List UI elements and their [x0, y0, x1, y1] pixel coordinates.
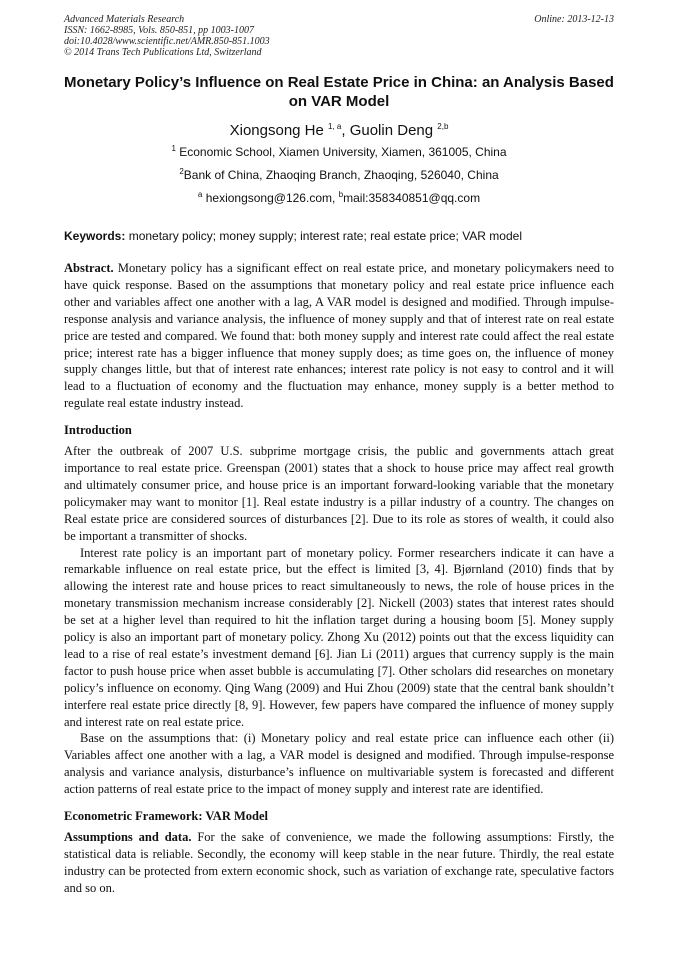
framework-text: For the sake of convenience, we made the following assumptions: Firstly, the statistical data is reliable. Secondly, the economy will keep stable in the near future. Thirdly, the real estate industry can be protected from extern economic shock, such as variation of exchange rate, speculative factors and so on.	[64, 830, 615, 895]
email-link[interactable]: mail:358340851@qq.com	[343, 191, 481, 205]
abstract	[64, 260, 614, 412]
intro-paragraph-2: Interest rate policy is an important part of monetary policy. Former researchers indicate it can have a remarkable influence on real estate price, but the effect is limited [3, 4]. Bjørnland (2010) finds that by allowing the interest rate and house prices to react simultaneously to news, the role of house prices in the monetary transmission mechanism increase considerably [2]. Nickell (2003) states that interest rates should be set at a higher level than required to hit the inflation target during a housing boom [5]. Money supply policy is also an important part of monetary policy. Zhong Xu (2012) points out that the excess liquidity can lead to a rise of real estate’s investment demand [6]. Jian Li (2011) argues that currency supply is the main factor to push house price when asset bubble is accumulating [7]. Other scholars did researches on monetary policy’s influence on economy. Qing Wang (2009) and Hui Zhou (2009) state that the central bank shouldn’t interfere real estate price directly [8, 9]. However, few papers have compared the influence of money supply and interest rate on real estate price.	[64, 545, 614, 729]
paper-title: Monetary Policy’s Influence on Real Estate Price in China: an Analysis Based on VAR Model	[64, 74, 614, 110]
abstract-label: Abstract.	[64, 261, 114, 275]
affiliation-1: $^1$ Economic School, Xiamen University, Xiamen, 361005, China	[171, 144, 507, 159]
author-name: Xiongsong He	[229, 122, 324, 139]
author-affil-mark: 1, a	[328, 122, 342, 131]
online-date: Online: 2013-12-13	[534, 14, 614, 25]
email-link[interactable]: hexiongsong@126.com,	[205, 191, 336, 205]
keywords-text: monetary policy; money supply; interest rate; real estate price; VAR model	[128, 229, 522, 243]
journal-header	[64, 14, 614, 58]
keywords-label: Keywords:	[64, 229, 126, 243]
affiliation-2: $^2$Bank of China, Zhaoqing Branch, Zhaoqing, 526040, China	[179, 167, 499, 182]
author-line: Xiongsong He $^{1, a}$, Guolin Deng $^{2,b}$	[229, 122, 449, 139]
section-heading-introduction: Introduction	[64, 423, 132, 438]
author-affil-mark: 2,b	[437, 122, 449, 131]
intro-paragraph-1: After the outbreak of 2007 U.S. subprime mortgage crisis, the public and governments attach great importance to real estate price. Greenspan (2001) states that a shock to house price may affect real growth and ultimately consumer price, and house price is an important forward-looking variable that the monetary policymaker may want to monitor [1]. Real estate industry is a pillar industry of a country. The changes on Real estate price are considered sources of disturbances [2]. Due to its role as stores of wealth, it could also be important a transmitter of shocks.	[64, 444, 614, 543]
keywords	[64, 229, 614, 244]
subsection-label: Assumptions and data.	[64, 830, 192, 844]
abstract-text: Monetary policy has a significant effect on real estate price, and monetary policymakers need to have quick response. Based on the assumptions that monetary policy and real estate price influence each other and variables affect one another with a lag, A VAR model is designed and modified. Through impulse-response analysis and variance analysis, the influence of money supply and that of interest rate on real estate price are tested and compared. We found that: both money supply and interest rate could affect the real estate price; interest rate has a bigger influence that money supply does; as time goes on, the influence of money supply changes little, but that of interest rate enhances; interest rate policy is not easy to control and it will lead to a fluctuation of economy and the fluctuation may enhance, money supply is a better method to regulate real estate industry instead.	[64, 261, 614, 411]
copyright-line: © 2014 Trans Tech Publications Ltd, Switzerland	[64, 47, 262, 58]
author-name: Guolin Deng	[349, 122, 434, 139]
section-heading-framework: Econometric Framework: VAR Model	[64, 809, 269, 824]
paper-page	[64, 14, 614, 897]
framework-paragraph	[64, 829, 614, 897]
journal-name: Advanced Materials Research	[64, 14, 185, 25]
doi-line: doi:10.4028/www.scientific.net/AMR.850-851.1003	[64, 36, 270, 47]
issn-line: ISSN: 1662-8985, Vols. 850-851, pp 1003-1007	[64, 25, 254, 36]
email-line: $^a$ hexiongsong@126.com, $^b$mail:358340851@qq.com	[197, 190, 481, 205]
intro-paragraph-3: Base on the assumptions that: (i) Monetary policy and real estate price can influence each other (ii) Variables affect one another with a lag, a VAR model is designed and modified. Through impulse-response analysis and variance analysis, disturbance’s influence on multivariable system is forecasted and different action patterns of real estate price to the impact of money supply and interest rate are identified.	[64, 731, 614, 797]
